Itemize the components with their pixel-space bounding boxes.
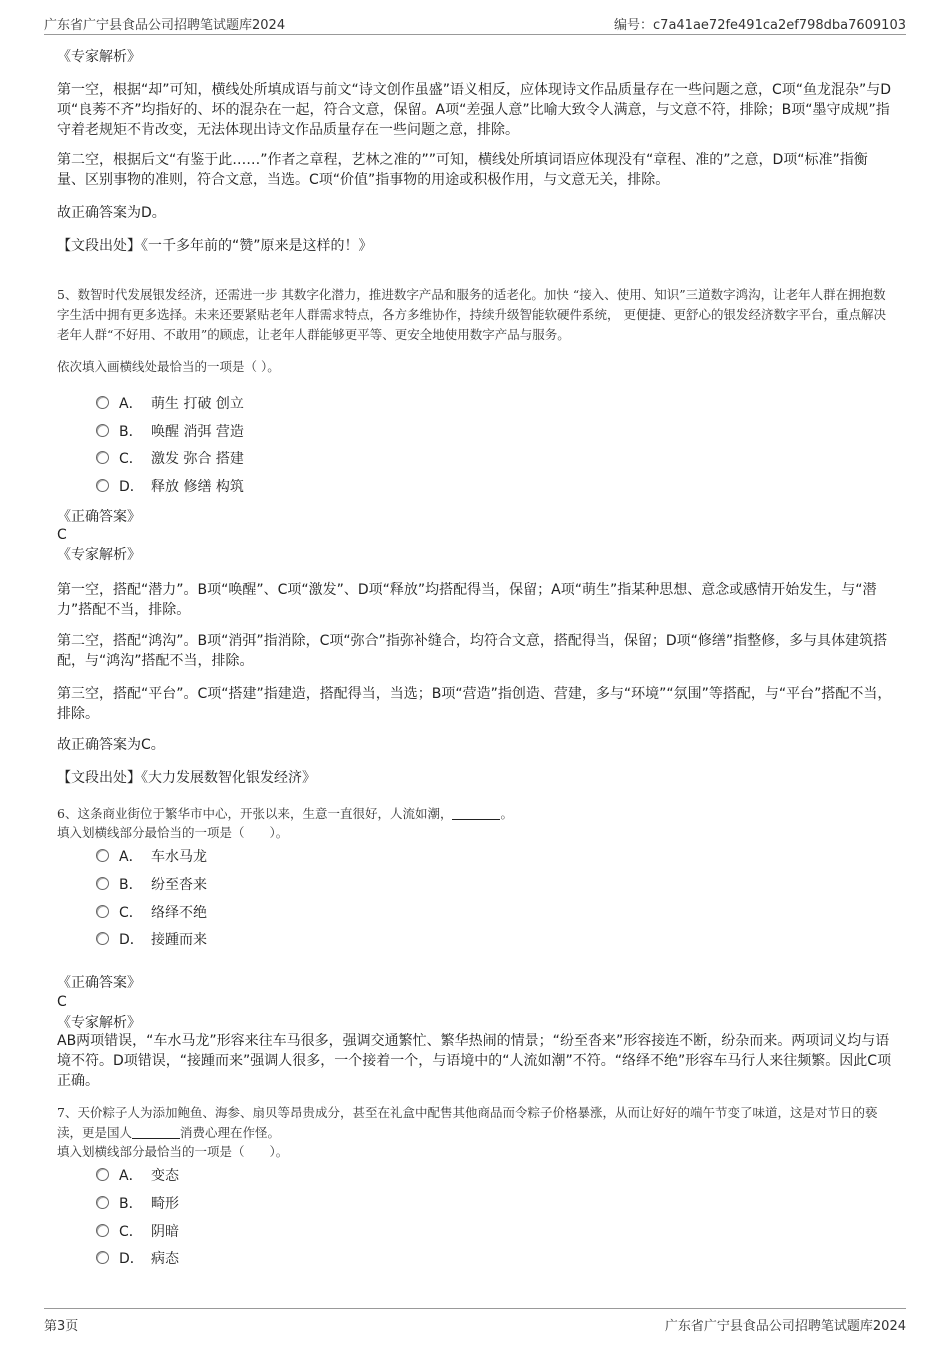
document-id: 编号：c7a41ae72fe491ca2ef798dba7609103 xyxy=(614,18,906,33)
q6-option-a[interactable]: A． 车水马龙 xyxy=(96,847,207,867)
q5-option-a[interactable]: A． 萌生 打破 创立 xyxy=(96,394,244,414)
q4-source: 【文段出处】《一千多年前的“赞”原来是这样的！》 xyxy=(57,238,373,254)
q6-option-b[interactable]: B． 纷至沓来 xyxy=(96,875,207,895)
q6-analysis-label: 《专家解析》 xyxy=(57,1015,141,1031)
radio-button-icon[interactable] xyxy=(96,1168,109,1181)
q6-prompt: 填入划横线部分最恰当的一项是（ ）。 xyxy=(57,825,289,840)
q6-option-d[interactable]: D． 接踵而来 xyxy=(96,930,207,950)
q4-analysis-p2: 第二空，根据后文“有鉴于此……”作者之章程，艺林之准的””可知，横线处所填词语应体现没有“章程、准的”之意，D项“标准”指衡量、区别事物的准则，符合文意，当选。C项“价值”指事物的用途或积极作用，与文意无关，排除。 xyxy=(57,152,868,188)
q5-stem: 5、数智时代发展银发经济，还需进一步 其数字化潜力，推进数字产品和服务的适老化。加快 “接入、使用、知识”三道数字鸿沟，让老年人群在拥抱数字生活中拥有更多选择。未来还要紧贴老年人群需求特点，各方多维协作，持续升级智能软硬件系统， 更便捷、更舒心的银发经济数字平台，重点解决老年人群“不好用、不敢用”的顾虑，让老年人群能够更平等、更安全地使用数字产品与服务。 xyxy=(57,287,886,342)
radio-button-icon[interactable] xyxy=(96,905,109,918)
fill-blank xyxy=(132,1124,180,1139)
q7-stem: 7、天价粽子人为添加鲍鱼、海参、扇贝等昂贵成分，甚至在礼盒中配售其他商品而令粽子价格暴涨，从而让好好的端午节变了味道，这是对节日的亵渎，更是国人 消费心理在作怪。 xyxy=(57,1105,878,1140)
q4-analysis-p1: 第一空，根据“却”可知，横线处所填成语与前文“诗文创作虽盛”语义相反，应体现诗文作品质量存在一些问题之意，C项“鱼龙混杂”与D项“良莠不齐”均指好的、坏的混杂在一起，符合文意，保留。A项“差强人意”比喻大致令人满意，与文意不符，排除；B项“墨守成规”指守着老规矩不肯改变，无法体现出诗文作品质量存在一些问题之意，排除。 xyxy=(57,82,892,138)
radio-button-icon[interactable] xyxy=(96,1196,109,1209)
radio-button-icon[interactable] xyxy=(96,849,109,862)
q5-analysis-p2: 第二空，搭配“鸿沟”。B项“消弭”指消除，C项“弥合”指弥补缝合，均符合文意，搭配得当，保留；D项“修缮”指整修，多与具体建筑搭配，与“鸿沟”搭配不当，排除。 xyxy=(57,633,888,669)
header-title: 广东省广宁县食品公司招聘笔试题库2024 xyxy=(44,18,286,33)
radio-button-icon[interactable] xyxy=(96,932,109,945)
q5-conclusion: 故正确答案为C。 xyxy=(57,737,165,753)
q6-stem: 6、这条商业街位于繁华市中心，开张以来，生意一直很好，人流如潮， 。 xyxy=(57,806,513,821)
q6-answer-label: 《正确答案》 xyxy=(57,975,141,991)
radio-button-icon[interactable] xyxy=(96,877,109,890)
page-number: 第3页 xyxy=(44,1319,79,1334)
q5-analysis-p1: 第一空，搭配“潜力”。B项“唤醒”、C项“激发”、D项“释放”均搭配得当，保留；A项“萌生”指某种思想、意念或感情开始发生，与“潜力”搭配不当，排除。 xyxy=(57,582,877,618)
q7-option-c[interactable]: C． 阴暗 xyxy=(96,1222,179,1242)
q7-option-a[interactable]: A． 变态 xyxy=(96,1166,179,1186)
q5-analysis-p3: 第三空，搭配“平台”。C项“搭建”指建造，搭配得当，当选；B项“营造”指创造、营建，多与“环境”“氛围”等搭配，与“平台”搭配不当，排除。 xyxy=(57,686,892,722)
radio-button-icon[interactable] xyxy=(96,396,109,409)
q5-prompt: 依次填入画横线处最恰当的一项是（ ）。 xyxy=(57,359,280,374)
q6-answer: C xyxy=(57,994,67,1010)
footer-title: 广东省广宁县食品公司招聘笔试题库2024 xyxy=(664,1319,906,1334)
radio-button-icon[interactable] xyxy=(96,451,109,464)
q6-option-c[interactable]: C． 络绎不绝 xyxy=(96,903,207,923)
q5-analysis-label: 《专家解析》 xyxy=(57,547,141,563)
radio-button-icon[interactable] xyxy=(96,424,109,437)
q7-prompt: 填入划横线部分最恰当的一项是（ ）。 xyxy=(57,1144,289,1159)
q4-analysis-label: 《专家解析》 xyxy=(57,49,141,65)
q5-answer-label: 《正确答案》 xyxy=(57,509,141,525)
q5-option-c[interactable]: C． 激发 弥合 搭建 xyxy=(96,449,244,469)
q5-option-d[interactable]: D． 释放 修缮 构筑 xyxy=(96,477,244,497)
page-footer xyxy=(44,1308,906,1333)
q7-option-d[interactable]: D． 病态 xyxy=(96,1249,179,1269)
fill-blank xyxy=(452,805,500,820)
q6-analysis: AB两项错误，“车水马龙”形容来往车马很多，强调交通繁忙、繁华热闹的情景；“纷至沓来”形容接连不断，纷杂而来。两项词义均与语境不符。D项错误，“接踵而来”强调人很多，一个接着一个，与语境中的“人流如潮”不符。“络绎不绝”形容车马行人来往频繁。因此C项正确。 xyxy=(57,1033,892,1089)
q5-answer: C xyxy=(57,527,67,543)
q5-source: 【文段出处】《大力发展数智化银发经济》 xyxy=(57,770,316,786)
q5-option-b[interactable]: B． 唤醒 消弭 营造 xyxy=(96,422,244,442)
q4-conclusion: 故正确答案为D。 xyxy=(57,205,166,221)
radio-button-icon[interactable] xyxy=(96,1224,109,1237)
q7-option-b[interactable]: B． 畸形 xyxy=(96,1194,179,1214)
radio-button-icon[interactable] xyxy=(96,1251,109,1264)
radio-button-icon[interactable] xyxy=(96,479,109,492)
page-header xyxy=(44,12,906,35)
